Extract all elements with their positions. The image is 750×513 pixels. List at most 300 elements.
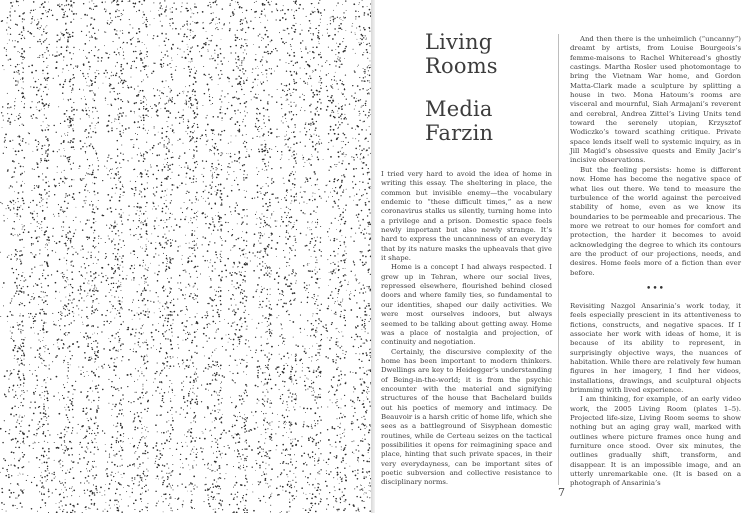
speckle (88, 399, 89, 400)
speckle (141, 437, 142, 438)
speckle (244, 317, 246, 319)
speckle (73, 477, 75, 479)
speckle (159, 102, 160, 103)
speckle (79, 49, 80, 50)
speckle (16, 154, 17, 155)
speckle (212, 175, 213, 176)
speckle (216, 194, 218, 196)
speckle (167, 259, 168, 260)
speckle (33, 448, 34, 449)
speckle (111, 2, 112, 3)
speckle (35, 407, 36, 408)
speckle (189, 247, 190, 248)
speckle (8, 59, 9, 60)
speckle (108, 379, 109, 380)
speckle (7, 104, 8, 105)
speckle (118, 509, 119, 510)
speckle (87, 25, 88, 26)
speckle (48, 50, 50, 52)
speckle (238, 442, 239, 443)
speckle (186, 173, 188, 175)
speckle (45, 413, 47, 415)
speckle (187, 338, 188, 339)
speckle (141, 432, 142, 433)
speckle (88, 475, 90, 477)
speckle (59, 325, 60, 326)
speckle (170, 356, 171, 357)
speckle (212, 352, 213, 353)
speckle (92, 492, 93, 493)
speckle (214, 299, 215, 300)
speckle (120, 434, 122, 436)
speckle (22, 315, 24, 317)
speckle (15, 150, 17, 152)
speckle (56, 47, 57, 48)
speckle (116, 453, 118, 455)
speckle (235, 476, 236, 477)
speckle (20, 79, 21, 80)
speckle (23, 355, 25, 357)
speckle (94, 286, 95, 287)
speckle (121, 427, 123, 429)
speckle (69, 313, 71, 315)
speckle (64, 37, 65, 38)
speckle (66, 16, 68, 18)
speckle (214, 153, 215, 154)
speckle (194, 373, 195, 374)
speckle (0, 202, 1, 203)
speckle (86, 397, 87, 398)
speckle (242, 449, 243, 450)
speckle (220, 70, 221, 71)
speckle (94, 423, 96, 425)
speckle (224, 113, 226, 115)
speckle (96, 154, 97, 155)
speckle (122, 271, 123, 272)
speckle (64, 407, 65, 408)
speckle (94, 362, 95, 363)
speckle (211, 356, 212, 357)
speckle (193, 247, 194, 248)
speckle (129, 215, 130, 216)
speckle (42, 424, 44, 426)
speckle (16, 213, 18, 215)
speckle (213, 364, 214, 365)
speckle (13, 385, 14, 386)
speckle (196, 198, 198, 200)
speckle (94, 351, 95, 352)
speckle (65, 445, 66, 446)
speckle (160, 453, 162, 455)
speckle (5, 431, 6, 432)
speckle (29, 407, 30, 408)
speckle (48, 490, 50, 492)
speckle (120, 66, 122, 68)
speckle (55, 489, 56, 490)
speckle (193, 158, 194, 159)
speckle (10, 124, 11, 125)
speckle (17, 209, 19, 211)
speckle (237, 365, 238, 366)
speckle (164, 392, 165, 393)
speckle (80, 288, 81, 289)
speckle (21, 332, 22, 333)
speckle (39, 394, 41, 396)
speckle (94, 438, 95, 439)
speckle (209, 337, 210, 338)
speckle (167, 240, 169, 242)
speckle (66, 50, 68, 52)
speckle (190, 47, 191, 48)
speckle (10, 331, 11, 332)
speckle (112, 231, 113, 232)
vertical-column-texture (0, 0, 371, 513)
speckle (117, 167, 118, 168)
speckle (104, 31, 105, 32)
speckle (66, 110, 67, 111)
speckle (203, 191, 205, 193)
speckle (194, 393, 195, 394)
speckle (218, 215, 220, 217)
speckle (1, 502, 3, 504)
speckle (60, 300, 61, 301)
speckle (115, 338, 116, 339)
speckle (214, 154, 215, 155)
speckle (102, 276, 103, 277)
speckle (214, 202, 216, 204)
speckle (137, 86, 138, 87)
speckle (40, 265, 41, 266)
speckle (49, 9, 50, 10)
speckle (97, 351, 98, 352)
speckle (235, 78, 236, 79)
speckle (87, 159, 88, 160)
speckle (147, 76, 148, 77)
speckle (41, 43, 42, 44)
speckle (239, 162, 240, 163)
speckle (182, 26, 183, 27)
speckle (68, 100, 69, 101)
speckle (113, 226, 114, 227)
speckle (135, 133, 136, 134)
speckle (36, 94, 38, 96)
speckle (137, 203, 138, 204)
speckle (117, 258, 119, 260)
speckle (63, 343, 64, 344)
speckle (118, 300, 119, 301)
speckle (66, 489, 67, 490)
speckle (92, 206, 93, 207)
speckle (72, 89, 73, 90)
speckle (66, 32, 68, 34)
speckle (241, 395, 242, 396)
speckle (91, 469, 92, 470)
speckle (138, 108, 140, 110)
speckle (187, 491, 188, 492)
speckle (48, 185, 50, 187)
speckle (27, 436, 29, 438)
speckle (217, 485, 219, 487)
speckle (183, 270, 184, 271)
speckle (91, 201, 92, 202)
speckle (175, 28, 177, 30)
speckle (94, 94, 96, 96)
speckle (232, 13, 233, 14)
speckle (71, 448, 73, 450)
speckle (65, 315, 66, 316)
speckle (104, 8, 105, 9)
speckle (73, 298, 74, 299)
speckle (73, 316, 74, 317)
speckle (191, 357, 192, 358)
speckle (107, 72, 108, 73)
speckle (197, 164, 198, 165)
speckle (38, 367, 39, 368)
speckle (118, 297, 119, 298)
speckle (214, 420, 215, 421)
speckle (47, 73, 49, 75)
speckle (112, 277, 113, 278)
speckle (42, 486, 43, 487)
speckle (111, 75, 112, 76)
speckle (75, 252, 76, 253)
speckle (113, 88, 115, 90)
speckle (47, 442, 48, 443)
speckle (93, 294, 94, 295)
speckle (32, 168, 33, 169)
speckle (121, 13, 122, 14)
speckle (92, 131, 93, 132)
speckle (55, 324, 56, 325)
speckle (158, 132, 159, 133)
speckle (39, 89, 40, 90)
speckle (241, 89, 243, 91)
speckle (73, 198, 75, 200)
speckle (194, 67, 195, 68)
speckle (60, 318, 61, 319)
speckle (70, 358, 71, 359)
speckle (243, 240, 245, 242)
speckle (67, 375, 68, 376)
speckle (202, 46, 204, 48)
speckle (60, 509, 61, 510)
speckle (166, 330, 167, 331)
speckle (43, 412, 45, 414)
speckle (141, 477, 142, 478)
speckle (130, 349, 131, 350)
speckle (98, 385, 99, 386)
speckle (63, 155, 64, 156)
speckle (45, 345, 46, 346)
speckle (40, 480, 41, 481)
speckle (138, 94, 140, 96)
speckle (155, 424, 157, 426)
speckle (41, 109, 42, 110)
speckle (88, 337, 89, 338)
speckle (117, 310, 118, 311)
speckle (24, 171, 25, 172)
speckle (212, 103, 213, 104)
speckle (107, 22, 108, 23)
speckle (39, 55, 40, 56)
speckle (117, 507, 118, 508)
speckle (140, 52, 142, 54)
speckle (65, 426, 66, 427)
speckle (81, 274, 83, 276)
speckle (94, 37, 96, 39)
speckle (168, 165, 169, 166)
speckle (193, 178, 195, 180)
speckle (120, 99, 122, 101)
speckle (122, 101, 123, 102)
speckle (236, 273, 238, 275)
speckle (146, 340, 147, 341)
speckle (196, 373, 197, 374)
speckle (39, 143, 40, 144)
speckle (84, 493, 85, 494)
speckle (219, 22, 220, 23)
speckle (225, 349, 226, 350)
speckle (162, 478, 163, 479)
speckle (21, 291, 23, 293)
speckle (114, 265, 115, 266)
speckle (109, 227, 110, 228)
speckle (243, 80, 244, 81)
speckle (181, 389, 183, 391)
speckle (212, 221, 213, 222)
speckle (189, 51, 191, 53)
speckle (19, 433, 20, 434)
speckle (104, 166, 105, 167)
speckle (188, 222, 189, 223)
speckle (28, 132, 29, 133)
speckle (144, 188, 145, 189)
speckle (21, 402, 22, 403)
speckle (88, 345, 90, 347)
speckle (89, 192, 90, 193)
speckle (9, 188, 10, 189)
speckle (92, 302, 93, 303)
speckle (7, 316, 9, 318)
speckle (58, 183, 59, 184)
speckle (141, 191, 142, 192)
speckle (146, 202, 148, 204)
speckle (19, 64, 20, 65)
speckle (35, 230, 37, 232)
speckle (167, 176, 169, 178)
speckle (122, 302, 123, 303)
speckle (191, 428, 193, 430)
speckle (247, 174, 248, 175)
speckle (158, 323, 159, 324)
speckle (99, 408, 100, 409)
speckle (216, 254, 217, 255)
speckle (203, 27, 205, 29)
speckle (167, 479, 168, 480)
speckle (196, 454, 197, 455)
speckle (59, 399, 60, 400)
speckle (146, 254, 148, 256)
speckle (233, 380, 234, 381)
speckle (85, 196, 86, 197)
speckle (212, 422, 213, 423)
speckle (17, 419, 18, 420)
speckle (17, 1, 18, 2)
speckle (123, 321, 124, 322)
speckle (86, 408, 87, 409)
speckle (166, 80, 167, 81)
speckle (133, 3, 135, 5)
speckle (134, 477, 135, 478)
speckle (211, 104, 212, 105)
speckle (11, 451, 13, 453)
speckle (15, 394, 17, 396)
speckle (133, 279, 134, 280)
speckle (136, 67, 137, 68)
speckle (208, 497, 209, 498)
speckle (139, 442, 141, 444)
speckle (79, 496, 80, 497)
speckle (207, 124, 209, 126)
speckle (117, 253, 118, 254)
speckle (117, 267, 118, 268)
speckle (114, 248, 115, 249)
speckle (208, 499, 209, 500)
speckle (161, 389, 162, 390)
speckle (98, 29, 99, 30)
speckle (17, 41, 19, 43)
speckle (20, 166, 22, 168)
speckle (83, 257, 84, 258)
speckle (106, 468, 108, 470)
speckle (18, 460, 20, 462)
speckle (221, 221, 222, 222)
speckle (115, 66, 116, 67)
speckle (52, 313, 53, 314)
speckle (218, 287, 219, 288)
speckle (155, 208, 157, 210)
speckle (193, 475, 195, 477)
speckle (143, 298, 145, 300)
speckle (243, 179, 244, 180)
speckle (161, 52, 162, 53)
speckle (216, 330, 217, 331)
speckle (22, 456, 24, 458)
speckle (84, 43, 86, 45)
speckle (20, 280, 21, 281)
speckle (46, 239, 48, 241)
speckle (111, 72, 112, 73)
speckle (38, 21, 39, 22)
speckle (72, 343, 74, 345)
speckle (244, 146, 246, 148)
speckle (70, 142, 71, 143)
speckle (73, 53, 74, 54)
speckle (71, 322, 72, 323)
speckle (63, 60, 64, 61)
speckle (165, 494, 166, 495)
speckle (89, 220, 90, 221)
speckle (91, 136, 92, 137)
speckle (141, 487, 143, 489)
speckle (63, 509, 64, 510)
speckle (210, 77, 211, 78)
speckle (221, 244, 222, 245)
speckle (65, 482, 66, 483)
speckle (184, 298, 185, 299)
speckle (37, 19, 38, 20)
speckle (161, 66, 162, 67)
